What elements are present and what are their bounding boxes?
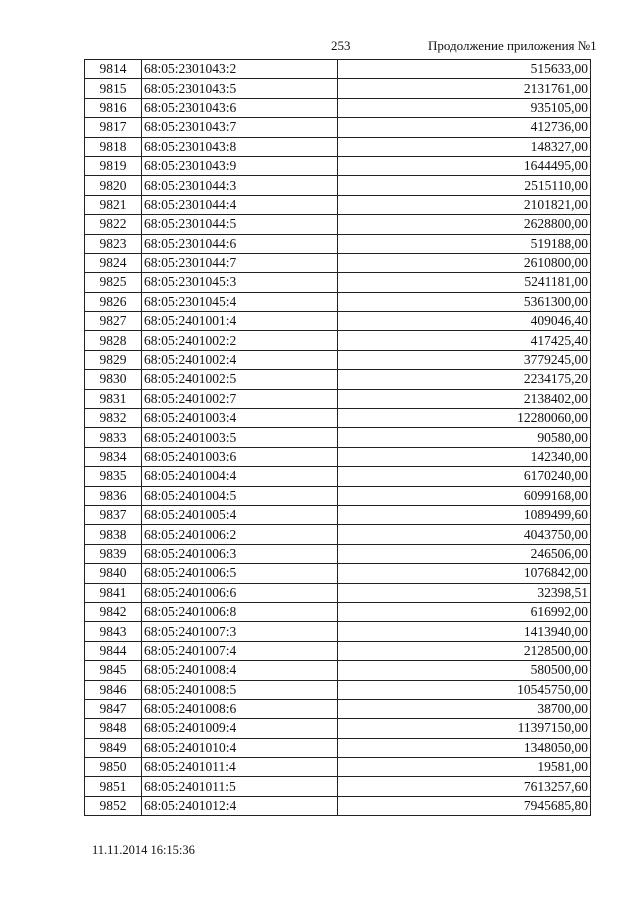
cadastral-number-cell: 68:05:2401006:5 [142, 564, 338, 583]
print-timestamp: 11.11.2014 16:15:36 [92, 843, 195, 857]
row-number-cell: 9817 [85, 118, 142, 137]
table-row [85, 719, 591, 738]
table-row [85, 486, 591, 505]
table-row [85, 622, 591, 641]
row-number-cell: 9847 [85, 699, 142, 718]
cadastral-number-cell: 68:05:2301044:6 [142, 234, 338, 253]
table-row [85, 156, 591, 175]
cadastral-value-cell: 7945685,80 [338, 796, 591, 815]
table-row [85, 777, 591, 796]
cadastral-number-cell: 68:05:2401008:6 [142, 699, 338, 718]
page-number: 253 [331, 38, 351, 53]
cadastral-value-cell: 38700,00 [338, 699, 591, 718]
table-row [85, 234, 591, 253]
cadastral-number-cell: 68:05:2401006:8 [142, 602, 338, 621]
cadastral-value-cell: 2234175,20 [338, 370, 591, 389]
cadastral-value-cell: 935105,00 [338, 98, 591, 117]
row-number-cell: 9850 [85, 758, 142, 777]
cadastral-number-cell: 68:05:2401006:2 [142, 525, 338, 544]
cadastral-value-cell: 1076842,00 [338, 564, 591, 583]
cadastral-value-cell: 7613257,60 [338, 777, 591, 796]
table-row [85, 118, 591, 137]
cadastral-value-cell: 5361300,00 [338, 292, 591, 311]
cadastral-value-cell: 1348050,00 [338, 738, 591, 757]
row-number-cell: 9816 [85, 98, 142, 117]
cadastral-value-cell: 2628800,00 [338, 215, 591, 234]
cadastral-value-cell: 2131761,00 [338, 79, 591, 98]
row-number-cell: 9815 [85, 79, 142, 98]
registry-table-body [85, 60, 591, 816]
cadastral-value-cell: 2515110,00 [338, 176, 591, 195]
continuation-title: Продолжение приложения №1 [428, 38, 597, 53]
cadastral-value-cell: 616992,00 [338, 602, 591, 621]
table-row [85, 79, 591, 98]
table-row [85, 544, 591, 563]
cadastral-number-cell: 68:05:2301043:5 [142, 79, 338, 98]
cadastral-value-cell: 4043750,00 [338, 525, 591, 544]
cadastral-number-cell: 68:05:2401011:5 [142, 777, 338, 796]
table-row [85, 467, 591, 486]
cadastral-number-cell: 68:05:2301043:9 [142, 156, 338, 175]
row-number-cell: 9820 [85, 176, 142, 195]
cadastral-number-cell: 68:05:2401006:6 [142, 583, 338, 602]
cadastral-number-cell: 68:05:2301043:2 [142, 60, 338, 79]
table-row [85, 564, 591, 583]
cadastral-value-cell: 90580,00 [338, 428, 591, 447]
row-number-cell: 9822 [85, 215, 142, 234]
table-row [85, 273, 591, 292]
table-row [85, 525, 591, 544]
table-row [85, 641, 591, 660]
cadastral-value-cell: 417425,40 [338, 331, 591, 350]
row-number-cell: 9849 [85, 738, 142, 757]
cadastral-number-cell: 68:05:2401011:4 [142, 758, 338, 777]
table-row [85, 447, 591, 466]
cadastral-value-cell: 32398,51 [338, 583, 591, 602]
table-row [85, 680, 591, 699]
table-row [85, 253, 591, 272]
cadastral-value-cell: 142340,00 [338, 447, 591, 466]
cadastral-number-cell: 68:05:2401012:4 [142, 796, 338, 815]
cadastral-value-cell: 409046,40 [338, 312, 591, 331]
table-row [85, 137, 591, 156]
cadastral-number-cell: 68:05:2401003:6 [142, 447, 338, 466]
cadastral-value-cell: 148327,00 [338, 137, 591, 156]
registry-table [84, 59, 591, 816]
cadastral-value-cell: 2128500,00 [338, 641, 591, 660]
row-number-cell: 9836 [85, 486, 142, 505]
row-number-cell: 9834 [85, 447, 142, 466]
row-number-cell: 9845 [85, 661, 142, 680]
cadastral-value-cell: 5241181,00 [338, 273, 591, 292]
row-number-cell: 9843 [85, 622, 142, 641]
cadastral-number-cell: 68:05:2301044:7 [142, 253, 338, 272]
table-row [85, 583, 591, 602]
cadastral-value-cell: 11397150,00 [338, 719, 591, 738]
cadastral-number-cell: 68:05:2401002:2 [142, 331, 338, 350]
cadastral-value-cell: 1644495,00 [338, 156, 591, 175]
row-number-cell: 9823 [85, 234, 142, 253]
cadastral-number-cell: 68:05:2301044:3 [142, 176, 338, 195]
cadastral-value-cell: 2610800,00 [338, 253, 591, 272]
table-row [85, 98, 591, 117]
row-number-cell: 9841 [85, 583, 142, 602]
row-number-cell: 9837 [85, 505, 142, 524]
cadastral-value-cell: 1413940,00 [338, 622, 591, 641]
row-number-cell: 9818 [85, 137, 142, 156]
cadastral-number-cell: 68:05:2401004:5 [142, 486, 338, 505]
row-number-cell: 9819 [85, 156, 142, 175]
cadastral-number-cell: 68:05:2401002:5 [142, 370, 338, 389]
cadastral-number-cell: 68:05:2301043:8 [142, 137, 338, 156]
cadastral-number-cell: 68:05:2401008:5 [142, 680, 338, 699]
row-number-cell: 9852 [85, 796, 142, 815]
table-row [85, 389, 591, 408]
cadastral-number-cell: 68:05:2401005:4 [142, 505, 338, 524]
row-number-cell: 9835 [85, 467, 142, 486]
row-number-cell: 9828 [85, 331, 142, 350]
cadastral-number-cell: 68:05:2401006:3 [142, 544, 338, 563]
cadastral-value-cell: 519188,00 [338, 234, 591, 253]
row-number-cell: 9821 [85, 195, 142, 214]
table-row [85, 758, 591, 777]
cadastral-value-cell: 6170240,00 [338, 467, 591, 486]
row-number-cell: 9851 [85, 777, 142, 796]
row-number-cell: 9838 [85, 525, 142, 544]
cadastral-value-cell: 412736,00 [338, 118, 591, 137]
row-number-cell: 9840 [85, 564, 142, 583]
row-number-cell: 9827 [85, 312, 142, 331]
cadastral-value-cell: 515633,00 [338, 60, 591, 79]
cadastral-value-cell: 2138402,00 [338, 389, 591, 408]
cadastral-number-cell: 68:05:2301044:5 [142, 215, 338, 234]
row-number-cell: 9848 [85, 719, 142, 738]
table-row [85, 215, 591, 234]
table-row [85, 796, 591, 815]
cadastral-number-cell: 68:05:2301043:7 [142, 118, 338, 137]
table-row [85, 661, 591, 680]
row-number-cell: 9814 [85, 60, 142, 79]
cadastral-number-cell: 68:05:2401009:4 [142, 719, 338, 738]
table-row [85, 331, 591, 350]
row-number-cell: 9830 [85, 370, 142, 389]
table-row [85, 312, 591, 331]
table-row [85, 428, 591, 447]
table-row [85, 370, 591, 389]
table-row [85, 195, 591, 214]
row-number-cell: 9842 [85, 602, 142, 621]
cadastral-value-cell: 246506,00 [338, 544, 591, 563]
row-number-cell: 9832 [85, 409, 142, 428]
cadastral-value-cell: 580500,00 [338, 661, 591, 680]
cadastral-value-cell: 1089499,60 [338, 505, 591, 524]
row-number-cell: 9839 [85, 544, 142, 563]
row-number-cell: 9846 [85, 680, 142, 699]
cadastral-value-cell: 19581,00 [338, 758, 591, 777]
cadastral-value-cell: 2101821,00 [338, 195, 591, 214]
row-number-cell: 9844 [85, 641, 142, 660]
row-number-cell: 9824 [85, 253, 142, 272]
cadastral-number-cell: 68:05:2301044:4 [142, 195, 338, 214]
table-row [85, 60, 591, 79]
table-row [85, 699, 591, 718]
row-number-cell: 9825 [85, 273, 142, 292]
cadastral-number-cell: 68:05:2401003:5 [142, 428, 338, 447]
cadastral-value-cell: 6099168,00 [338, 486, 591, 505]
cadastral-value-cell: 3779245,00 [338, 350, 591, 369]
cadastral-value-cell: 12280060,00 [338, 409, 591, 428]
table-row [85, 350, 591, 369]
cadastral-number-cell: 68:05:2401008:4 [142, 661, 338, 680]
cadastral-number-cell: 68:05:2401007:4 [142, 641, 338, 660]
row-number-cell: 9833 [85, 428, 142, 447]
row-number-cell: 9831 [85, 389, 142, 408]
cadastral-number-cell: 68:05:2301045:4 [142, 292, 338, 311]
table-row [85, 176, 591, 195]
cadastral-number-cell: 68:05:2401010:4 [142, 738, 338, 757]
table-row [85, 505, 591, 524]
cadastral-number-cell: 68:05:2401002:4 [142, 350, 338, 369]
cadastral-number-cell: 68:05:2301045:3 [142, 273, 338, 292]
row-number-cell: 9829 [85, 350, 142, 369]
cadastral-number-cell: 68:05:2401004:4 [142, 467, 338, 486]
cadastral-number-cell: 68:05:2401007:3 [142, 622, 338, 641]
row-number-cell: 9826 [85, 292, 142, 311]
cadastral-number-cell: 68:05:2401001:4 [142, 312, 338, 331]
table-row [85, 738, 591, 757]
cadastral-number-cell: 68:05:2401003:4 [142, 409, 338, 428]
cadastral-number-cell: 68:05:2301043:6 [142, 98, 338, 117]
table-row [85, 409, 591, 428]
cadastral-value-cell: 10545750,00 [338, 680, 591, 699]
cadastral-number-cell: 68:05:2401002:7 [142, 389, 338, 408]
table-row [85, 602, 591, 621]
table-row [85, 292, 591, 311]
